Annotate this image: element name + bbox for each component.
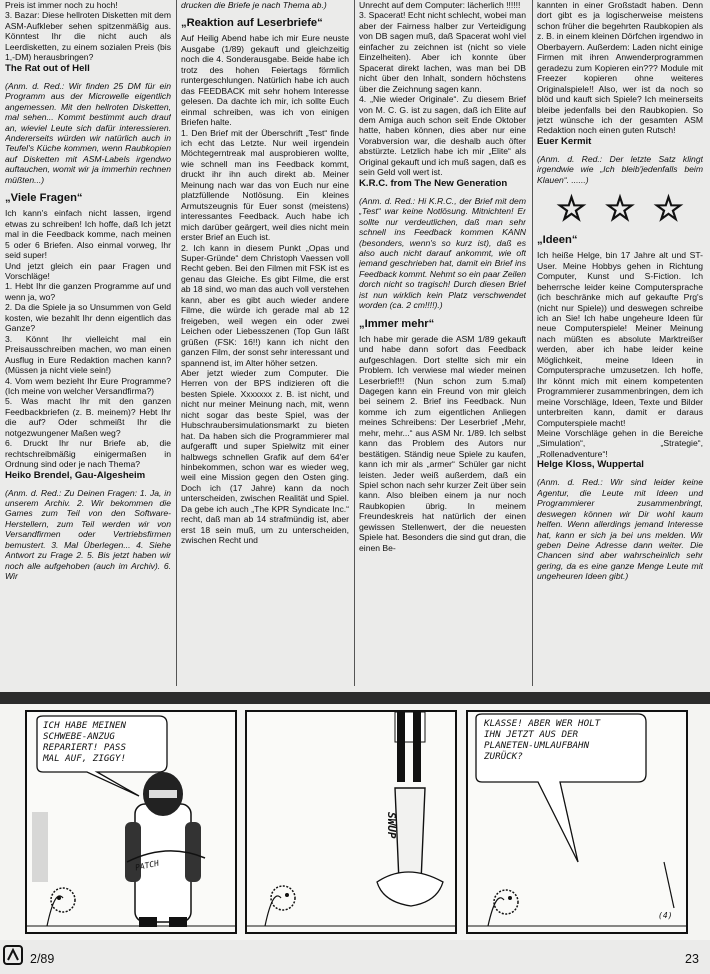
column-4 <box>537 0 703 582</box>
issue-number: 2/89 <box>30 952 55 966</box>
letter-text: Auf Heilig Abend habe ich mir Eure neuste Ausgabe (1/89) gekauft und gleichzeitig noch die 4. Sonderausgabe. Beide habe ich trotz des hohen Feiertags förmlich runtergeschlungen. Natürlich habe ich auch das FEEDBACK mit sehr hohem Interesse gelesen. Da dachte ich mir, ich sollte Euch einmal schreiben, was ich von einigen Briefen halte. 1. Den Brief mit der Überschrift „Test“ finde ich echt das Letzte. Nur weil irgendein Möchtegerntreak mal ausprobieren wollte, wie schnell man ins Feedback kommt, druckt ihr ihn auch direkt ab. Meiner Meinung nach war das von Euch nur eine platzfüllende Notlösung. Ein kleines Armutszeugnis für Euer sonst (meistens) interessantes Feedback. Auch habe ich mich darüber geärgert, weil dies nicht mein erster Brief an Euch ist. 2. Ich kann in diesem Punkt „Opas und Super-Gründe“ dem Christoph Vaessen voll Recht geben. Bei den Filmen mit FSK ist es genau das Gleiche. Es gibt Filme, die erst ab 18 sind, wo man das auch voll verstehen kann, aber es gibt auch wieder andere Filme, die würde ich gerade mal ab 12 freigeben, weil wegen ein oder zwei Leichen oder Liebesszenen (Top Gun läßt grüßen (FSK: 16!!) kann ich nicht den ganzen Film, der sonst sehr interessant und spannend ist, im Alter höher setzen. Aber jetzt wieder zum Computer. Die Herren von der BPS indizieren oft die besten Spiele. Xxxxxxx z. B. ist nicht, und nicht nur meiner Meinung nach, mit, wenn nicht sogar das beste Spiel, was der Hubschraubersimulationsmarkt zu bieten hat. Da haben sich die Programmierer mal aufgerafft und super Spielwitz mit einer halbwegs schnellen Grafik auf dem 64'er hinbekommen, schon war es wieder weg, weil eine Mission gegen den Osten ging. Doch ich (17 Jahre) kann da noch unterscheiden, zwischen Realität und Spiel. Da gebe ich auch „The KPR Syndicate Inc.“ recht, daß man ab 14 strafmündig ist, aber erst 18 sein muß, um zu unterscheiden, zwischen Recht und <box>181 33 349 546</box>
star-icon: ☆ <box>556 189 587 230</box>
sound-effect: SWUP <box>385 812 398 839</box>
comic-drawing <box>247 712 455 932</box>
page-number: 23 <box>685 952 699 966</box>
asm-logo-icon <box>2 944 24 966</box>
letter-text: Ich habe mir gerade die ASM 1/89 gekauft und habe dann sofort das Feedback aufgeschlagen. Dort stellte sich mir ein Problem. Ich verwiese mal wieder meinen Leserbrief!!! (Nun schon zum 5.mal) Dagegen kann ein Freund von mir gleich bei seinem 2. Brief ins Feedback. Nun komme ich zum eigentlichen Anliegen meines Schreibens: Der Leserbrief „Mehr, mehr, mehr...“ aus ASM Nr. 1/89. Ich selbst kann das Problem des Autors nur bestätigen. Ständig neue Spiele zu kaufen, kann ich mir als „armer“ Schüler gar nicht leisten. Jeder weiß außerdem, daß ein Spiel schon nach sehr kurzer Zeit über sein kann. Also bleiben einem ja nur noch Raubkopien übrig. In meinem Freundeskreis hat natürlich der einen gewissen Stellenwert, der die neuesten Spiele hat. Besonders die sind gut dran, die einen Be- <box>359 333 526 553</box>
column-divider <box>176 0 177 686</box>
comic-panel-1 <box>25 710 237 934</box>
column-3 <box>359 0 526 553</box>
letter-heading: „Viele Fragen“ <box>5 192 83 205</box>
letter-signature: The Rat out of Hell <box>5 62 90 74</box>
column-divider <box>354 0 355 686</box>
editor-reply: drucken die Briefe je nach Thema ab.) <box>181 0 327 10</box>
editor-reply: (Anm. d. Red.: Hi K.R.C., der Brief mit dem „Test“ war keine Notlösung. Mitnichten! Er sollte nur verdeutlichen, daß man sehr schnell ins Feedback kommen KANN (besonders, wenn's so kurz ist), daß es also auch nicht darauf ankommt, wie oft jemand geschrieben hat, damit ein Brief ins Feedback kommt. Nehmt so ein paar Zeilen dorch nicht so tragisch! Durch diesen Brief ist nun wirklich kein Platz verschwendet worden (ca. 2 cm!!!!).) <box>359 195 526 311</box>
section-separator <box>537 189 703 230</box>
speech-bubble: ICH HABE MEINEN SCHWEBE-ANZUG REPARIERT! PASS MAL AUF, ZIGGY! <box>43 720 126 764</box>
suit-label: PATCH <box>134 858 160 873</box>
comic-panel-3 <box>466 710 688 934</box>
editor-reply: (Anm. d. Red.: Wir sind leider keine Agentur, die Leute mit Ideen und Programmierer zusammenbringt, deswegen können wir Dir wohl kaum helfen. Wenn allerdings jemand Interesse hat, kann er sich ja bei uns melden. Wir geben Deine Adresse dann weiter. Die Chancen sind aber wahrscheinlich sehr gering, da es eine ganze Menge Leute mit ungeheuren Ideen gibt.) <box>537 477 703 582</box>
letter-text: Unrecht auf dem Computer: lächerlich !!!!!! 3. Spacerat! Echt nicht schlecht, wobei man aber der Fairness halber zur Verteidigung von DB sagen muß, daß Spacerat wohl viel einfacher zu zeichnen ist (nicht so viele Einzelheiten). Aber ich konnte über Spacerat direkt lachen, was man bei DB nicht über den Inhalt, sondern höchstens über die Zeichnung sagen kann. 4. „Nie wieder Originale“. Zu diesem Brief von M. C. G. ist zu sagen, daß ich Elite auf dem Amiga auch schon seit Ende Oktober hatte, haben können, dies aber nur eine Vorabversion war, die deshalb auch öfter abstürzte. Letzlich habe ich mir „Elite“ als Original gekauft und ich muß sagen, daß es sein Geld voll wert ist. <box>359 0 526 178</box>
comic-header-band <box>0 692 710 704</box>
letter-heading: „Immer mehr“ <box>359 317 435 330</box>
comic-tag: (4) <box>658 911 673 920</box>
column-2 <box>181 0 349 546</box>
letter-heading: „Ideen“ <box>537 234 578 247</box>
letter-text: Ich kann's einfach nicht lassen, irgend etwas zu schreiben! Ich hoffe, daß Ich jetzt mal in die Feedback komme, nach meinen 5 oder 6 Briefen. Also einmal vorweg, Ihr seid super! Und jetzt gleich ein paar Fragen und Vorschläge! 1. Hebt Ihr die ganzen Programme auf und wenn ja, wo? 2. Da die Spiele ja so Unsummen von Geld kosten, wie bezahlt Ihr denn eigentlich das Ganze? 3. Könnt Ihr vielleicht mal ein Preisausschreiben machen, wo man einen Ausflug in Eure Redaktion machen kann? (Müssen ja nicht viele sein!) 4. Vom wem bezieht Ihr Eure Programme? (Ich meine von welcher Versandfirma?) 5. Was macht Ihr mit den ganzen Feedbackbriefen (z. B. meinem)? Hebt Ihr die auf? Oder schmeißt Ihr die notgezwungener Maßen weg? 6. Druckt Ihr nur Briefe ab, die rechtschreibmäßig einigermaßen in Ordnung sind oder je nach Thema? <box>5 208 171 470</box>
letter-text: Ich heiße Helge, bin 17 Jahre alt und ST-User. Meine Hobbys gehen in Richtung Computer, Kunst und S-Fiction. Ich beherrsche leider keine Computersprache (ich beschränke mich auf gekaufte Prg's (nicht nur Spiele)) und deswegen schreibe ich an Sie! Ich habe ungeheure Ideen für neue Computerspiele! Meiner Meinung nach müßten es absolute Marktreißer werden, aber ich habe leider keine Möglichkeit, meine Ideen in Computersprache umzusetzen. Ich hoffe, Ihr könnt mich mit einem kompetenten Programmierer zusammenbringen, dem ich meine Vorschläge, Ideen, Texte und Bilder unterbreiten kann, damit er daraus Computerspiele macht! Meine Vorschläge gehen in die Bereiche „Simulation“, „Strategie“, „Rollenadventure“! <box>537 250 703 459</box>
speech-bubble: KLASSE! ABER WER HOLT IHN JETZT AUS DER PLANETEN-UMLAUFBAHN ZURÜCK? <box>484 718 601 762</box>
star-icon: ☆ <box>653 189 684 230</box>
letter-signature: Euer Kermit <box>537 135 592 147</box>
letter-signature: Helge Kloss, Wuppertal <box>537 459 644 471</box>
editor-reply: (Anm. d. Red.: Zu Deinen Fragen: 1. Ja, in unserem Archiv. 2. Wir bekommen die Games zum Teil von den Software-Herstellern, zum Teil werden wir von Versandfirmen oder Vertriebsfirmen bemustert. 3. Mal Überlegen... 4. Siehe Antwort zu Frage 2. 5. Bis jetzt haben wir noch alle aufgehoben (auch im Archiv). 6. Wir <box>5 487 171 582</box>
editor-reply: (Anm. d. Red.: Wir finden 25 DM für ein Programm aus der Microwelle eigentlich angemessen. Mit den hellroten Disketten, mal sehen... Kommt bestimmt auch drauf an, wieviel Leute sich dafür interessieren. Andererseits würden wir natürlich auch in Teufel's Küche kommen, wenn Raubkopien auf Disketten mit ASM-Labels irgendwo auftauchen, womit wir ja immerhin rechnen müßten...) <box>5 80 171 185</box>
letter-text: Preis ist immer noch zu hoch! 3. Bazar: Diese hellroten Disketten mit dem ASM-Aufkleber sehen spitzenmäßig aus. Könntest Ihr die nicht auch als Leerdisketten, zu einem sozialen Preis (bis 1,-DM) herausbringen? <box>5 0 171 63</box>
letter-heading: „Reaktion auf Leserbriefe“ <box>181 17 323 30</box>
letter-signature: K.R.C. from The New Generation <box>359 177 508 189</box>
letter-signature: Heiko Brendel, Gau-Algesheim <box>5 469 146 481</box>
column-1 <box>5 0 171 582</box>
editor-reply: (Anm. d. Red.: Der letzte Satz klingt irgendwie wie „Ich bleib'jedenfalls beim Klauen“. ......) <box>537 153 703 185</box>
letter-text: kannten in einer Großstadt haben. Denn dort gibt es ja logischerweise meistens schon früher die begehrten Raubkopien als z. B. in einem kleinen Dörfchen irgendwo in Oberbayern. Außerdem: Laden nicht einige Firmen mit ihren Anwenderprogrammen geradezu zum Kopieren ein??? Module mit Freezer kopieren ohne weiteres Originalspiele!! Also, wer ist da noch so blöd und kauft sich Spiele? Ich meinerseits bleibe jedenfalls bei den Raubkopien. So jetzt wünsche ich der gesamten ASM Redaktion noch einen guten Rutsch! <box>537 0 703 136</box>
comic-panel-2 <box>245 710 457 934</box>
star-icon: ☆ <box>604 189 636 230</box>
column-divider <box>532 0 533 686</box>
